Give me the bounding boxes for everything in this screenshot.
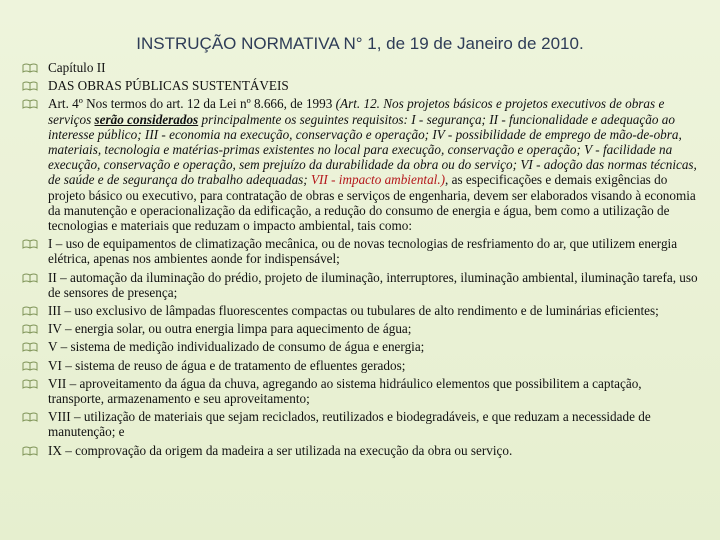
list-item <box>18 270 700 300</box>
list-item-text: VI – sistema de reuso de água e de tratamento de efluentes gerados; <box>48 357 406 373</box>
list-item-text: II – automação da iluminação do prédio, projeto de iluminação, interruptores, iluminação ambiental, iluminação tarefa, uso de sensores de presença; <box>48 269 698 300</box>
open-book-icon <box>22 99 38 109</box>
open-book-icon <box>22 81 38 91</box>
list-item-text: Capítulo II <box>48 60 106 75</box>
list-item <box>18 409 700 439</box>
list-item <box>18 78 700 93</box>
open-book-icon <box>22 412 38 422</box>
list-item <box>18 376 700 406</box>
list-item-text: III – uso exclusivo de lâmpadas fluorescentes compactas ou tubulares de alto rendimento e de luminárias eficientes; <box>48 303 659 319</box>
list-item-text: IV – energia solar, ou outra energia limpa para aquecimento de água; <box>48 321 412 337</box>
list-item <box>18 303 700 318</box>
article-prefix: Art. 4º Nos termos do art. 12 da Lei nº 8.666, de 1993 <box>48 96 336 112</box>
list-item <box>18 321 700 336</box>
article-suffix: , as especificações e demais exigências do projeto básico ou executivo, para contratação de obras e serviços de engenharia, devem ser elaborados visando à economia da manutenção e operacionalização da edificação, a redução do consumo de energia e água, bem como a utilização de tecnologias e materiais que reduzam o impacto ambiental, tais como: <box>48 172 696 234</box>
list-item-text: DAS OBRAS PÚBLICAS SUSTENTÁVEIS <box>48 78 289 94</box>
list-item-text: IX – comprovação da origem da madeira a ser utilizada na execução da obra ou serviço. <box>48 442 513 458</box>
list-item <box>18 443 700 458</box>
list-item-article-4 <box>18 96 700 233</box>
open-book-icon <box>22 342 38 352</box>
list-item <box>18 339 700 354</box>
list-item-text: I – uso de equipamentos de climatização mecânica, ou de novas tecnologias de resfriamento do ar, que utilizem energia elétrica, apenas nos ambientes aonde for indispensável; <box>48 236 678 267</box>
open-book-icon <box>22 379 38 389</box>
list-item-text: VIII – utilização de materiais que sejam reciclados, reutilizados e biodegradáveis, e que reduzam a necessidade de manutenção; e <box>48 409 651 440</box>
open-book-icon <box>22 324 38 334</box>
open-book-icon <box>22 239 38 249</box>
open-book-icon <box>22 361 38 371</box>
page-title: INSTRUÇÃO NORMATIVA N° 1, de 19 de Janeiro de 2010. <box>136 34 584 53</box>
open-book-icon <box>22 446 38 456</box>
article-emphasis: serão considerados <box>94 111 199 127</box>
article-quote-continued: principalmente os seguintes requisitos: I - segurança; II - funcionalidade e adequação ao interesse público; III - economia na execução, conservação e operação; IV - possibilidade de emprego de mão-de-obra, materiais, tecnologia e matérias-primas existentes no local para execução, conservação e operação; V - facilidade na execução, conservação e operação, sem prejuízo da durabilidade da obra ou do serviço; VI - adoção das normas técnicas, de saúde e de segurança do trabalho adequadas; <box>48 111 697 188</box>
list-item-text: VII – aproveitamento da água da chuva, agregando ao sistema hidráulico elementos que possibilitem a captação, transporte, armazenamento e seu aproveitamento; <box>48 375 642 407</box>
open-book-icon <box>22 306 38 316</box>
list-item <box>18 60 700 75</box>
list-item <box>18 236 700 266</box>
article-highlight: VII - impacto ambiental.) <box>310 172 446 188</box>
bullet-list <box>18 60 700 461</box>
open-book-icon <box>22 63 38 73</box>
list-item-text: V – sistema de medição individualizado de consumo de água e energia; <box>48 339 425 355</box>
article-quote: (Art. 12. Nos projetos básicos e projetos executivos de obras e serviços <box>48 96 665 127</box>
open-book-icon <box>22 273 38 283</box>
list-item <box>18 358 700 373</box>
